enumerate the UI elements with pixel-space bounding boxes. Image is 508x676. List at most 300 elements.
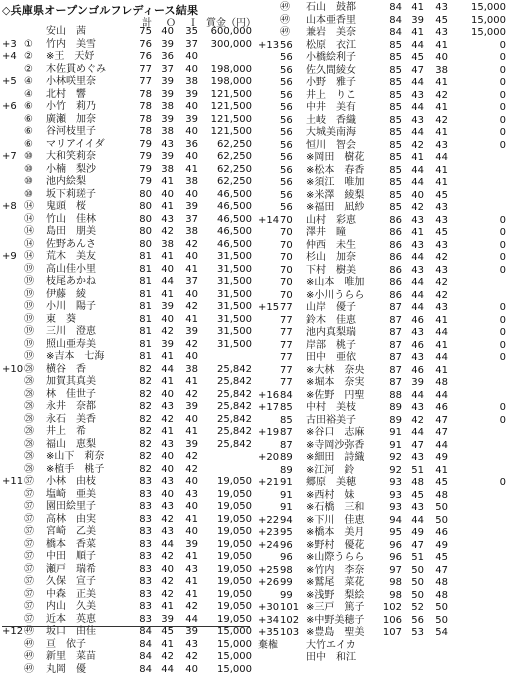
result-row: [2, 451, 252, 464]
move: +19: [258, 427, 284, 440]
score-out: 41: [154, 289, 174, 302]
result-row: [2, 414, 252, 427]
player-name: 高山佳小里: [46, 264, 138, 277]
prize-money: 62,250: [202, 164, 252, 177]
result-row: [258, 490, 508, 503]
prize-money: 31,500: [202, 326, 252, 339]
rank: ㉘: [24, 464, 54, 477]
result-row: [258, 377, 508, 390]
player-name: 廣瀬 加奈: [46, 114, 138, 127]
rank: ㉘: [24, 364, 54, 377]
score-out: 50: [404, 565, 424, 578]
result-row: [258, 465, 508, 478]
player-name: 小橋絵利子: [306, 52, 398, 65]
score-total: 79: [132, 176, 152, 189]
player-name: 木佐貫めぐみ: [46, 64, 138, 77]
score-out: 43: [154, 476, 174, 489]
score-in: 41: [428, 165, 448, 178]
player-name: 小野 雅子: [306, 77, 398, 90]
score-total: 81: [132, 314, 152, 327]
prize-money: 0: [448, 52, 506, 65]
score-total: 81: [132, 326, 152, 339]
score-out: 49: [404, 527, 424, 540]
score-total: 82: [132, 426, 152, 439]
player-name: 安山 茜: [46, 26, 138, 39]
score-total: 81: [132, 251, 152, 264]
score-out: 39: [154, 114, 174, 127]
score-total: 91: [382, 427, 402, 440]
result-row: [258, 577, 508, 590]
player-name: 荒木 美友: [46, 251, 138, 264]
result-row: [258, 340, 508, 353]
rank: 77: [280, 352, 310, 365]
score-total: 87: [382, 352, 402, 365]
score-out: 43: [154, 139, 174, 152]
prize-money: 0: [448, 315, 506, 328]
result-row: [2, 326, 252, 339]
result-row: [258, 240, 508, 253]
score-in: 38: [428, 65, 448, 78]
score-in: 40: [178, 476, 198, 489]
result-row: [258, 402, 508, 415]
score-in: 43: [178, 489, 198, 502]
score-out: 41: [404, 27, 424, 40]
score-total: 84: [132, 626, 152, 639]
score-total: 78: [132, 101, 152, 114]
score-in: 42: [178, 464, 198, 477]
result-row: [258, 540, 508, 553]
result-row: [2, 214, 252, 227]
prize-money: 15,000: [448, 2, 506, 15]
score-in: 43: [428, 240, 448, 253]
score-total: 92: [382, 452, 402, 465]
player-name: ※松本 春香: [306, 165, 398, 178]
result-row: [2, 476, 252, 489]
result-row: [258, 227, 508, 240]
score-out: 39: [404, 377, 424, 390]
player-name: 中森 正美: [46, 589, 138, 602]
score-in: 45: [428, 477, 448, 490]
result-row: [2, 589, 252, 602]
score-total: 83: [132, 589, 152, 602]
score-total: 78: [132, 126, 152, 139]
rank: 56: [280, 77, 310, 90]
score-in: 42: [428, 115, 448, 128]
score-in: 39: [178, 89, 198, 102]
player-name: 大和笑莉奈: [46, 151, 138, 164]
score-out: 39: [154, 89, 174, 102]
score-in: 42: [178, 339, 198, 352]
player-name: 三川 澄恵: [46, 326, 138, 339]
score-total: 107: [382, 627, 402, 640]
player-name: 大城美南海: [306, 127, 398, 140]
result-row: [2, 639, 252, 652]
rank: 91: [280, 477, 310, 490]
rank: ㉘: [24, 439, 54, 452]
result-row: [258, 265, 508, 278]
score-in: 40: [428, 52, 448, 65]
score-in: 43: [428, 215, 448, 228]
score-out: 44: [404, 40, 424, 53]
result-row: [2, 364, 252, 377]
result-row: [2, 464, 252, 477]
score-total: 82: [132, 439, 152, 452]
score-out: 40: [404, 190, 424, 203]
score-total: 81: [132, 264, 152, 277]
score-out: 45: [154, 626, 174, 639]
rank: ㊲: [24, 564, 54, 577]
score-total: 80: [132, 239, 152, 252]
prize-money: 0: [448, 327, 506, 340]
prize-money: 0: [448, 265, 506, 278]
move: +15: [258, 302, 284, 315]
rank: 77: [280, 302, 310, 315]
prize-money: 0: [448, 340, 506, 353]
rank: ②: [24, 64, 54, 77]
score-out: 38: [154, 164, 174, 177]
rank: ㊲: [24, 501, 54, 514]
score-in: 43: [428, 140, 448, 153]
score-in: 42: [178, 389, 198, 402]
move: +8: [2, 201, 28, 214]
score-total: 84: [382, 15, 402, 28]
rank: ㉘: [24, 414, 54, 427]
prize-money: 600,000: [202, 26, 252, 39]
score-out: 50: [404, 590, 424, 603]
player-name: ※寺岡沙弥香: [306, 440, 398, 453]
score-out: 38: [154, 101, 174, 114]
score-out: 43: [404, 502, 424, 515]
rank: 85: [280, 402, 310, 415]
score-total: 88: [382, 390, 402, 403]
score-in: 38: [178, 226, 198, 239]
result-row: [258, 277, 508, 290]
score-in: 48: [428, 377, 448, 390]
result-row: [2, 564, 252, 577]
player-name: ※細田 詩織: [306, 452, 398, 465]
prize-money: 31,500: [202, 251, 252, 264]
score-total: 86: [382, 265, 402, 278]
score-out: 40: [154, 451, 174, 464]
player-name: ※須江 唯加: [306, 177, 398, 190]
player-name: 橋本 香菜: [46, 539, 138, 552]
rank: ㊲: [24, 514, 54, 527]
score-total: 97: [382, 565, 402, 578]
score-total: 93: [382, 502, 402, 515]
player-name: 伊藤 綾: [46, 289, 138, 302]
score-out: 39: [154, 339, 174, 352]
result-row: [258, 502, 508, 515]
move: +23: [258, 527, 284, 540]
player-name: 土岐 香織: [306, 115, 398, 128]
result-row: [258, 640, 508, 653]
prize-money: 0: [448, 477, 506, 490]
player-name: 小竹 莉乃: [46, 101, 138, 114]
rank: ㉘: [24, 401, 54, 414]
rank: ⑲: [24, 351, 54, 364]
player-name: 竹山 佳林: [46, 214, 138, 227]
result-row: [2, 189, 252, 202]
score-total: 91: [382, 440, 402, 453]
prize-money: 46,500: [202, 189, 252, 202]
score-in: 43: [428, 27, 448, 40]
score-total: 82: [132, 414, 152, 427]
score-in: 46: [428, 527, 448, 540]
score-out: 48: [404, 477, 424, 490]
move: +10: [2, 364, 28, 377]
results-right-column: [258, 2, 508, 665]
result-row: [258, 652, 508, 665]
prize-money: 25,842: [202, 426, 252, 439]
score-out: 41: [154, 601, 174, 614]
score-out: 52: [404, 602, 424, 615]
score-total: 81: [132, 289, 152, 302]
player-name: 枝尾あかね: [46, 276, 138, 289]
score-total: 86: [382, 290, 402, 303]
rank: 56: [280, 202, 310, 215]
player-name: 山岸 優子: [306, 302, 398, 315]
score-total: 102: [382, 602, 402, 615]
result-row: [2, 351, 252, 364]
prize-money: 25,842: [202, 414, 252, 427]
rank: 96: [280, 540, 310, 553]
score-in: 44: [428, 152, 448, 165]
player-name: 松原 衣江: [306, 40, 398, 53]
result-row: [2, 89, 252, 102]
score-total: 85: [382, 65, 402, 78]
player-name: ※石橋 三和: [306, 502, 398, 515]
score-in: 49: [428, 452, 448, 465]
player-name: 坂口 由佳: [46, 626, 138, 639]
score-total: 98: [382, 590, 402, 603]
prize-money: 31,500: [202, 264, 252, 277]
score-total: 84: [132, 639, 152, 652]
prize-money: 0: [448, 402, 506, 415]
prize-money: 19,050: [202, 501, 252, 514]
score-in: 41: [428, 340, 448, 353]
result-row: [2, 76, 252, 89]
score-in: 45: [428, 227, 448, 240]
player-name: ※米澤 綾梨: [306, 190, 398, 203]
move: +4: [2, 51, 28, 64]
score-out: 43: [154, 214, 174, 227]
score-total: 83: [132, 514, 152, 527]
player-name: 塩崎 亜美: [46, 489, 138, 502]
player-name: ※竹内 李奈: [306, 565, 398, 578]
player-name: 内山 久美: [46, 601, 138, 614]
player-name: 田中 亜依: [306, 352, 398, 365]
result-row: [2, 151, 252, 164]
result-row: [2, 376, 252, 389]
rank: ㊾: [24, 639, 54, 652]
prize-money: 25,842: [202, 389, 252, 402]
rank: 56: [280, 52, 310, 65]
result-row: [258, 415, 508, 428]
player-name: 鈴木 佳恵: [306, 315, 398, 328]
score-in: 41: [428, 77, 448, 90]
player-name: 中井 美有: [306, 102, 398, 115]
score-out: 44: [404, 77, 424, 90]
score-out: 44: [404, 290, 424, 303]
score-out: 39: [154, 76, 174, 89]
prize-money: 15,000: [448, 15, 506, 28]
score-total: 85: [382, 165, 402, 178]
score-in: 50: [428, 615, 448, 628]
result-row: [2, 101, 252, 114]
score-in: 41: [178, 426, 198, 439]
player-name: ※江河 鈴: [306, 465, 398, 478]
score-total: 86: [382, 252, 402, 265]
prize-money: 19,050: [202, 576, 252, 589]
player-name: 井上 りこ: [306, 90, 398, 103]
prize-money: 0: [448, 40, 506, 53]
score-out: 41: [154, 426, 174, 439]
player-name: 恒川 智会: [306, 140, 398, 153]
rank: ⑭: [24, 226, 54, 239]
score-in: 45: [428, 552, 448, 565]
move: +24: [258, 540, 284, 553]
player-name: 大竹エイカ: [306, 640, 398, 653]
rank: ⑥: [24, 114, 54, 127]
player-name: ※豊島 聖美: [306, 627, 398, 640]
score-out: 50: [404, 577, 424, 590]
rank: ⑲: [24, 339, 54, 352]
move: 棄権: [258, 640, 284, 653]
player-name: 佐野あんさ: [46, 239, 138, 252]
result-row: [258, 252, 508, 265]
result-row: [2, 301, 252, 314]
prize-money: 0: [448, 227, 506, 240]
score-out: 42: [154, 226, 174, 239]
score-total: 82: [132, 451, 152, 464]
score-total: 85: [382, 202, 402, 215]
prize-money: 121,500: [202, 89, 252, 102]
score-out: 40: [154, 489, 174, 502]
rank: ㊲: [24, 589, 54, 602]
rank: 95: [280, 527, 310, 540]
score-in: 37: [178, 39, 198, 52]
score-total: 86: [382, 277, 402, 290]
score-total: 80: [132, 201, 152, 214]
score-in: 39: [178, 539, 198, 552]
score-total: 83: [132, 614, 152, 627]
rank: 99: [280, 577, 310, 590]
player-name: 北村 響: [46, 89, 138, 102]
score-out: 47: [404, 440, 424, 453]
score-total: 87: [382, 315, 402, 328]
header-out: Ｏ: [166, 14, 176, 29]
player-name: マリアイイダ: [46, 139, 138, 152]
rank: ⑥: [24, 139, 54, 152]
score-in: 41: [428, 177, 448, 190]
score-in: 43: [178, 639, 198, 652]
score-total: 80: [132, 226, 152, 239]
player-name: 山本亜香里: [306, 15, 398, 28]
player-name: 池内真梨瑞: [306, 327, 398, 340]
score-out: 45: [404, 52, 424, 65]
player-name: 福山 恵梨: [46, 439, 138, 452]
score-in: 41: [178, 314, 198, 327]
score-out: 39: [154, 39, 174, 52]
rank: ㉘: [24, 389, 54, 402]
score-out: 37: [154, 64, 174, 77]
rank: ㊾: [24, 651, 54, 664]
result-row: [2, 664, 252, 676]
result-row: [258, 602, 508, 615]
score-out: 41: [154, 376, 174, 389]
player-name: 池内絵梨: [46, 176, 138, 189]
score-in: 43: [428, 265, 448, 278]
score-in: 49: [428, 540, 448, 553]
result-row: [258, 352, 508, 365]
prize-money: 46,500: [202, 226, 252, 239]
score-total: 96: [382, 552, 402, 565]
score-in: 41: [428, 365, 448, 378]
prize-money: 19,050: [202, 514, 252, 527]
score-total: 93: [382, 477, 402, 490]
prize-money: 15,000: [448, 27, 506, 40]
score-in: 40: [178, 189, 198, 202]
score-out: 51: [404, 465, 424, 478]
score-in: 48: [428, 577, 448, 590]
result-row: [2, 501, 252, 514]
score-out: 42: [404, 415, 424, 428]
result-row: [2, 389, 252, 402]
score-in: 54: [428, 627, 448, 640]
score-in: 41: [178, 164, 198, 177]
result-row: [258, 77, 508, 90]
player-name: ※福田 凪紗: [306, 202, 398, 215]
result-row: [258, 202, 508, 215]
score-in: 40: [178, 526, 198, 539]
score-in: 40: [178, 251, 198, 264]
player-name: 澤井 瞳: [306, 227, 398, 240]
score-in: 47: [428, 427, 448, 440]
result-row: [258, 65, 508, 78]
score-in: 42: [428, 90, 448, 103]
score-in: 39: [178, 201, 198, 214]
score-in: 41: [178, 376, 198, 389]
prize-money: 0: [448, 415, 506, 428]
score-out: 41: [404, 2, 424, 15]
score-total: 81: [132, 276, 152, 289]
score-in: 42: [178, 601, 198, 614]
rank: ⑩: [24, 164, 54, 177]
rank: ⑲: [24, 289, 54, 302]
score-out: 43: [404, 90, 424, 103]
score-out: 39: [154, 614, 174, 627]
score-in: 48: [428, 490, 448, 503]
score-total: 93: [382, 490, 402, 503]
score-out: 42: [154, 576, 174, 589]
score-out: 51: [404, 552, 424, 565]
result-row: [258, 440, 508, 453]
prize-money: 0: [448, 252, 506, 265]
player-name: 島田 朋美: [46, 226, 138, 239]
prize-money: 0: [448, 115, 506, 128]
score-total: 92: [382, 465, 402, 478]
score-out: 56: [404, 615, 424, 628]
rank: ⑭: [24, 239, 54, 252]
score-out: 43: [404, 265, 424, 278]
result-row: [2, 276, 252, 289]
result-row: [2, 576, 252, 589]
player-name: 谷河枝里子: [46, 126, 138, 139]
player-name: ※山本 唯加: [306, 277, 398, 290]
score-out: 44: [404, 277, 424, 290]
score-in: 44: [178, 614, 198, 627]
score-total: 86: [382, 227, 402, 240]
